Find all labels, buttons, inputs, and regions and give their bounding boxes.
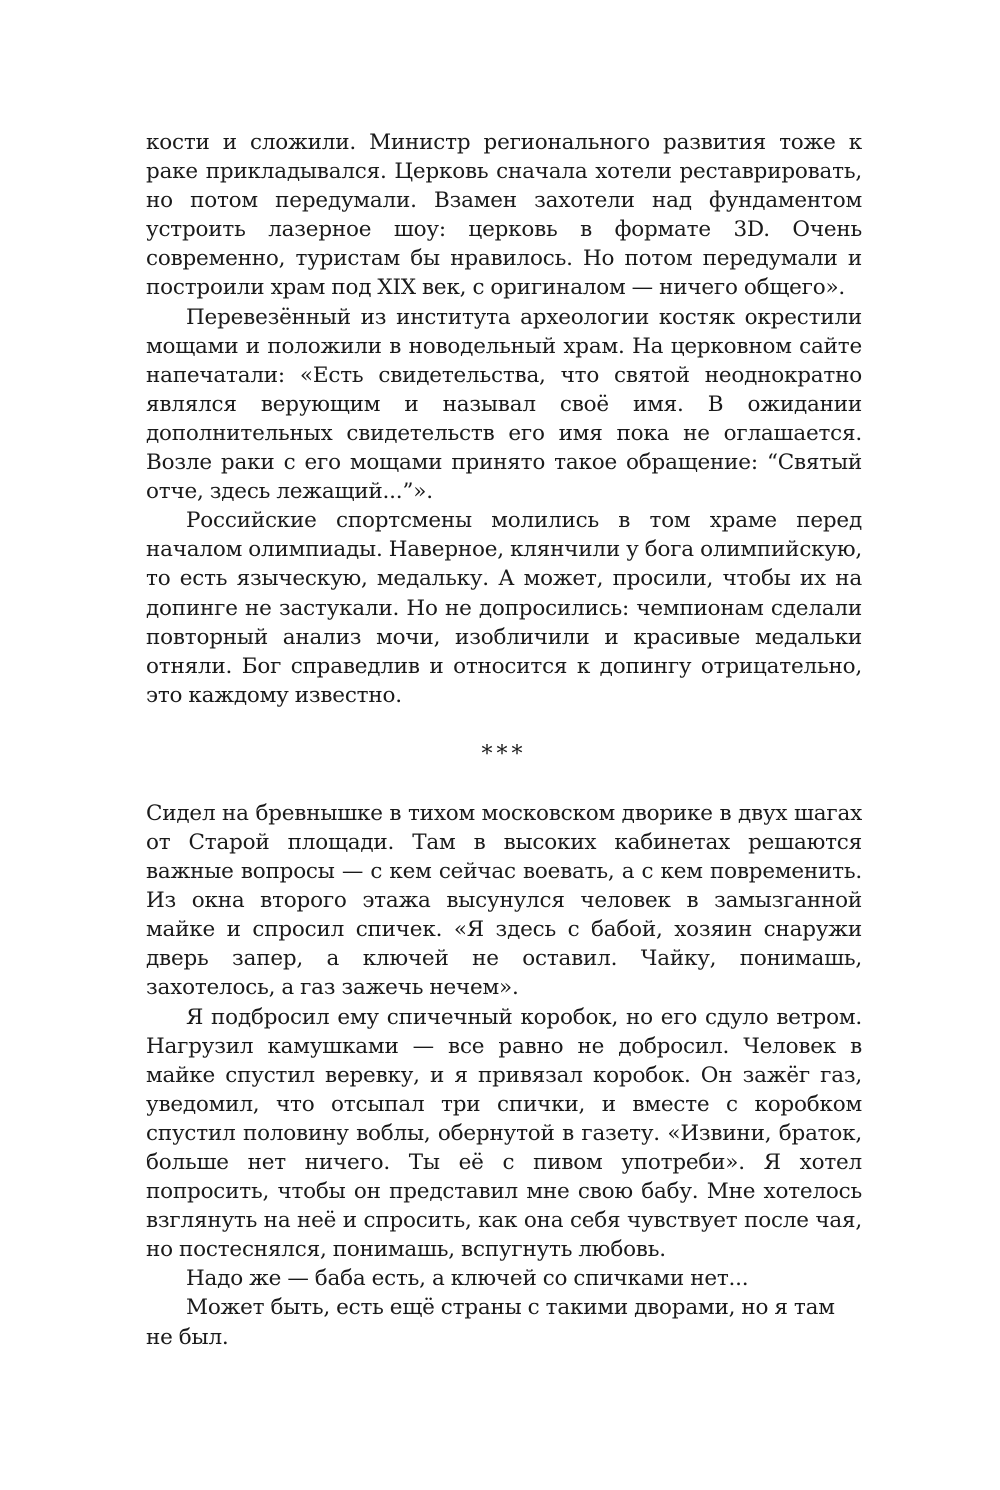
page-body: [146, 128, 862, 1352]
paragraph-relics: Перевезённый из института археологии костяк окрестили мощами и положили в новодельный храм. На церковном сайте напечатали: «Есть свидетельства, что святой неоднократно являлся верующим и называл своё имя. В ожидании дополнительных свидетельств его имя пока не оглашается. Возле раки с его мощами принято такое обращение: “Святый отче, здесь лежащий...”».: [146, 304, 862, 505]
paragraph-other-countries: Может быть, есть ещё страны с такими дворами, но я там не был.: [146, 1295, 835, 1350]
paragraph-church-continued: кости и сложили. Министр регионального развития тоже к раке прикладывался. Церковь сначала хотели реставрировать, но потом передумали. Взамен захотели над фундаментом устроить лазерное шоу: церковь в формате 3D. Очень современно, туристам бы нравилось. Но потом передумали и построили храм под XIX век, с оригиналом — ничего общего».: [146, 130, 862, 301]
paragraph-matchbox: Я подбросил ему спичечный коробок, но его сдуло ветром. Нагрузил камушками — все равно не добросил. Человек в майке спустил веревку, и я привязал коробок. Он зажёг газ, уведомил, что отсыпал три спички, и вместе с коробком спустил половину воблы, обернутой в газету. «Извини, браток, больше нет ничего. Ты её с пивом употреби». Я хотел попросить, чтобы он представил мне свою бабу. Мне хотелось взглянуть на неё и спросить, как она себя чувствует после чая, но постеснялся, понимашь, вспугнуть любовь.: [146, 1004, 862, 1263]
paragraph-courtyard: Сидел на бревнышке в тихом московском дворике в двух шагах от Старой площади. Там в высоких кабинетах решаются важные вопросы — с кем сейчас воевать, а с кем повременить. Из окна второго этажа высунулся человек в замызганной майке и спросил спичек. «Я здесь с бабой, хозяин снаружи дверь запер, а ключей не оставил. Чайку, понимашь, захотелось, а газ зажечь нечем».: [146, 800, 862, 1001]
paragraph-no-keys: Надо же — баба есть, а ключей со спичками нет...: [186, 1266, 749, 1292]
section-separator: ***: [481, 741, 527, 767]
paragraph-athletes: Российские спортсмены молились в том храме перед началом олимпиады. Наверное, клянчили у бога олимпийскую, то есть языческую, медальку. А может, просили, чтобы их на допинге не застукали. Но не допросились: чемпионам сделали повторный анализ мочи, изобличили и красивые медальки отняли. Бог справедлив и относится к допингу отрицательно, это каждому известно.: [146, 508, 862, 708]
